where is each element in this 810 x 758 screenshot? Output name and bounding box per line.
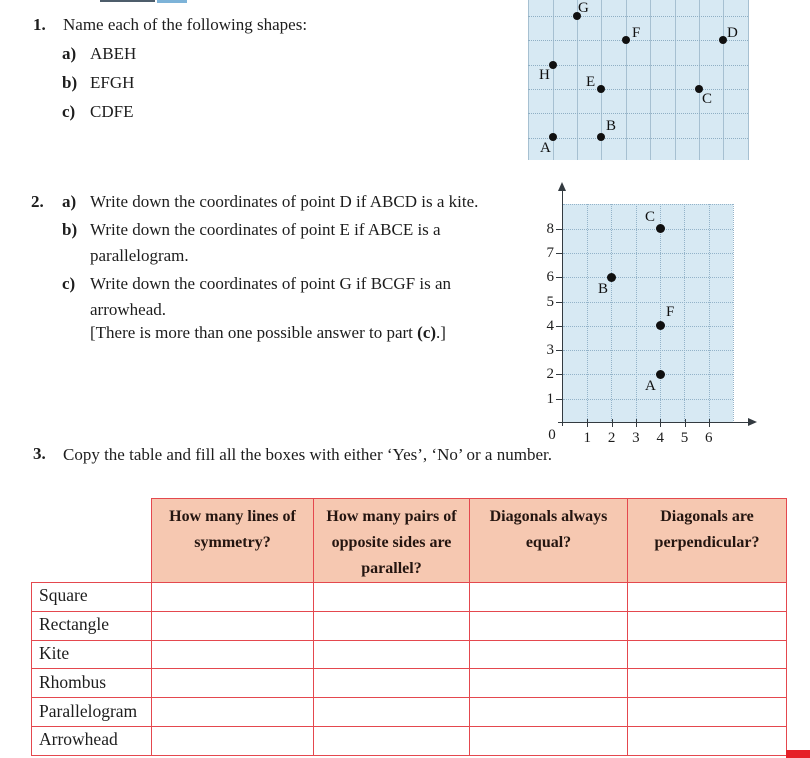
q1-part-b-text: EFGH [90, 73, 135, 92]
x-axis-label: 2 [607, 430, 616, 446]
y-axis-arrow-icon [558, 182, 566, 191]
q1-part-a-label: a) [62, 44, 77, 63]
answer-cell [152, 583, 314, 612]
answer-cell [628, 640, 787, 669]
table-row-kite [32, 640, 787, 669]
q2-note [90, 320, 446, 346]
answer-cell [628, 726, 787, 755]
y-axis-ticks [556, 204, 563, 423]
y-axis-label: 5 [546, 293, 554, 310]
figure1-grid [528, 0, 748, 160]
page-corner-marker [786, 750, 810, 758]
header-cell-diagonals-perpendicular: Diagonals are perpendicular? [628, 499, 787, 583]
y-axis-label: 3 [546, 342, 554, 359]
answer-cell [470, 611, 628, 640]
answer-cell [470, 669, 628, 698]
q2-part-b-text: Write down the coordinates of point E if ABCE is a parallelogram. [90, 220, 441, 265]
q1-part-c-label: c) [62, 102, 76, 121]
point-dot-f2 [656, 321, 665, 330]
answer-cell [470, 698, 628, 727]
x-axis-label: 5 [680, 430, 689, 446]
table-row-rhombus [32, 669, 787, 698]
point-label-e: E [586, 74, 596, 90]
row-label-cell: Square [32, 583, 152, 612]
answer-cell [152, 611, 314, 640]
q1-part-c-text: CDFE [90, 102, 134, 121]
answer-cell [470, 640, 628, 669]
y-axis-label: 8 [546, 220, 554, 237]
q2-part-a-label: a) [62, 192, 77, 211]
y-axis-label: 7 [546, 244, 554, 261]
q2-note-suffix: .] [436, 323, 446, 342]
point-label-c2: C [645, 209, 656, 225]
table-row-parallelogram [32, 698, 787, 727]
answer-cell [152, 640, 314, 669]
point-label-h: H [539, 67, 550, 83]
point-label-b2: B [598, 281, 609, 297]
x-axis-label: 6 [705, 430, 713, 446]
answer-cell [314, 669, 470, 698]
answer-cell [152, 669, 314, 698]
point-label-c: C [702, 91, 713, 107]
table-row-rectangle [32, 611, 787, 640]
y-axis-label: 2 [546, 366, 554, 383]
q2-note-prefix: [There is more than one possible answer to part [90, 323, 418, 342]
header-cell-diagonals-equal: Diagonals always equal? [470, 499, 628, 583]
question-2-number: 2. [31, 192, 44, 211]
x-axis-label: 1 [583, 430, 592, 446]
answer-cell [314, 640, 470, 669]
question-1-prompt: Name each of the following shapes: [63, 15, 308, 34]
scan-artifact [100, 0, 155, 2]
answer-cell [314, 583, 470, 612]
answer-cell [628, 611, 787, 640]
point-label-d: D [727, 25, 738, 41]
q2-part-b-label: b) [62, 220, 78, 239]
x-axis-arrow-icon [748, 418, 757, 426]
answer-cell [314, 698, 470, 727]
answer-cell [314, 726, 470, 755]
answer-cell [470, 726, 628, 755]
table-row-square [32, 583, 787, 612]
x-axis-ticks [563, 419, 734, 427]
q2-part-a-text: Write down the coordinates of point D if ABCD is a kite. [90, 192, 479, 211]
point-label-a2: A [645, 378, 656, 394]
point-label-f: F [632, 25, 641, 41]
point-label-g: G [578, 0, 589, 16]
question-3-prompt: Copy the table and fill all the boxes with either ‘Yes’, ‘No’ or a number. [63, 445, 552, 464]
q1-part-b-label: b) [62, 73, 78, 92]
answer-cell [152, 726, 314, 755]
header-cell-parallel: How many pairs of opposite sides are parallel? [314, 499, 470, 583]
y-axis-label: 6 [546, 269, 554, 286]
header-cell-symmetry: How many lines of symmetry? [152, 499, 314, 583]
x-axis-label: 4 [656, 430, 664, 446]
answer-cell [628, 698, 787, 727]
q2-part-c-text: Write down the coordinates of point G if BCGF is an arrowhead. [90, 274, 451, 319]
point-label-f2: F [666, 304, 675, 320]
question-1-number: 1. [33, 15, 46, 34]
point-dot-c2 [656, 224, 665, 233]
y-axis-label: 4 [546, 317, 554, 334]
header-cell-blank [32, 499, 152, 583]
y-axis-label: 1 [546, 390, 554, 407]
question-3-number: 3. [33, 444, 46, 463]
properties-table [31, 498, 787, 756]
answer-cell [470, 583, 628, 612]
scan-artifact [157, 0, 187, 3]
answer-cell [628, 583, 787, 612]
row-label-cell: Rhombus [32, 669, 152, 698]
q1-part-a-text: ABEH [90, 44, 137, 63]
answer-cell [152, 698, 314, 727]
origin-label: 0 [548, 427, 556, 443]
row-label-cell: Parallelogram [32, 698, 152, 727]
row-label-cell: Kite [32, 640, 152, 669]
q2-note-bold: (c) [417, 323, 437, 342]
table-header-row [32, 499, 787, 583]
table-row-arrowhead [32, 726, 787, 755]
q2-part-c-label: c) [62, 274, 76, 293]
x-axis-label: 3 [632, 430, 640, 446]
point-label-b: B [606, 118, 617, 134]
point-dot-b2 [607, 273, 616, 282]
answer-cell [628, 669, 787, 698]
point-label-a: A [540, 140, 551, 156]
point-dot-a2 [656, 370, 665, 379]
point-dot-b [597, 133, 605, 141]
answer-cell [314, 611, 470, 640]
row-label-cell: Arrowhead [32, 726, 152, 755]
row-label-cell: Rectangle [32, 611, 152, 640]
